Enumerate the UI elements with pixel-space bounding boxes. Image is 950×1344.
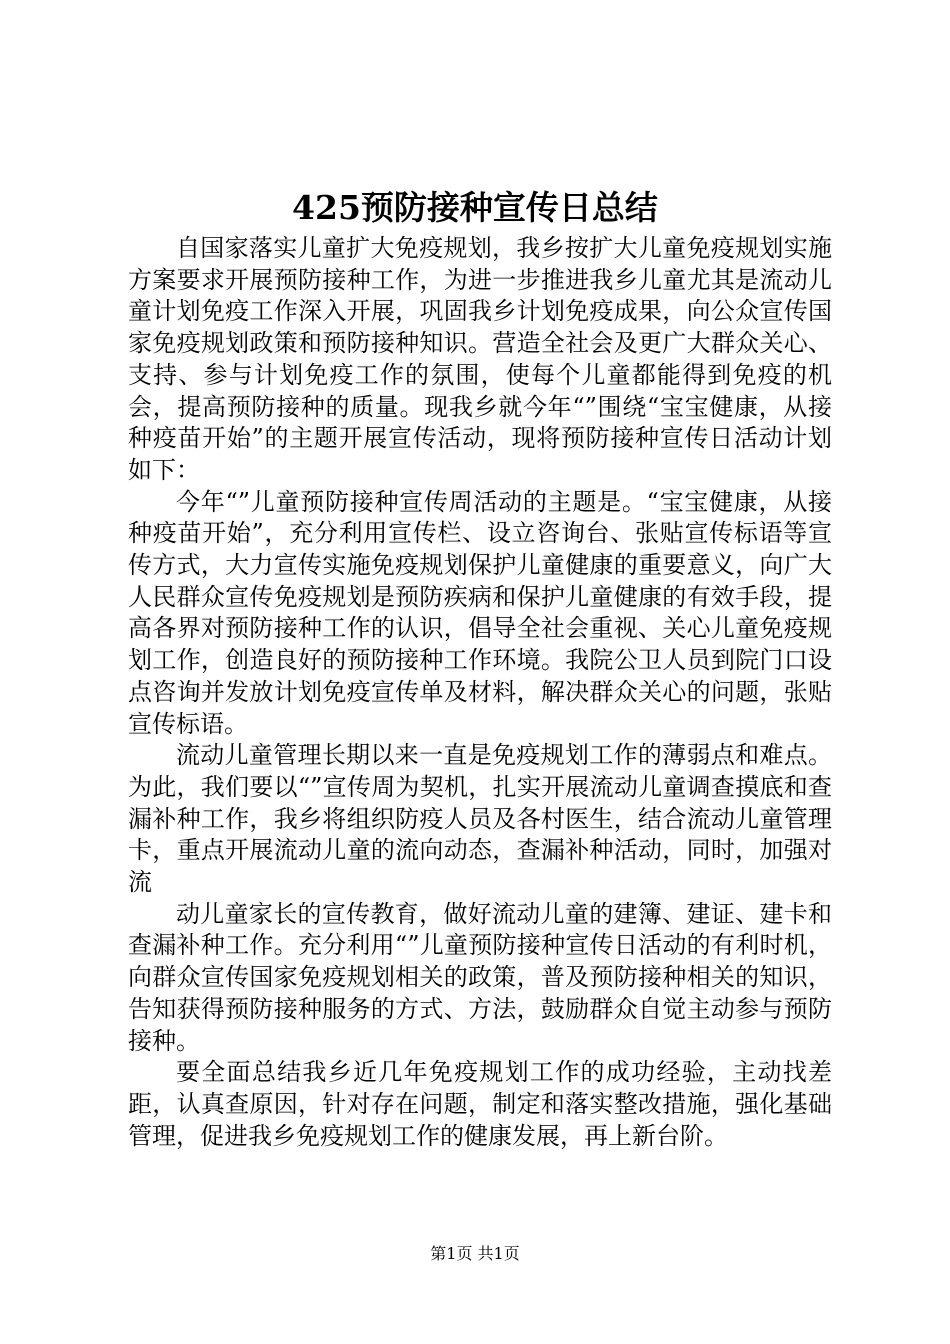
paragraph-2: 今年“”儿童预防接种宣传周活动的主题是。“宝宝健康，从接种疫苗开始”，充分利用宣传栏、设立咨询台、张贴宣传标语等宣传方式，大力宣传实施免疫规划保护儿童健康的重要意义，向广大人民群众宣传免疫规划是预防疾病和保护儿童健康的有效手段，提高各界对预防接种工作的认识，倡导全社会重视、关心儿童免疫规划工作，创造良好的预防接种工作环境。我院公卫人员到院门口设点咨询并发放计划免疫宣传单及材料，解决群众关心的问题，张贴宣传标语。 xyxy=(128,487,832,738)
paragraph-1: 自国家落实儿童扩大免疫规划，我乡按扩大儿童免疫规划实施方案要求开展预防接种工作，为进一步推进我乡儿童尤其是流动儿童计划免疫工作深入开展，巩固我乡计划免疫成果，向公众宣传国家免疫规划政策和预防接种知识。营造全社会及更广大群众关心、支持、参与计划免疫工作的氛围，使每个儿童都能得到免疫的机会，提高预防接种的质量。现我乡就今年“”围绕“宝宝健康，从接种疫苗开始”的主题开展宣传活动，现将预防接种宣传日活动计划如下： xyxy=(128,234,832,484)
paragraph-4: 动儿童家长的宣传教育，做好流动儿童的建簿、建证、建卡和查漏补种工作。充分利用“”儿童预防接种宣传日活动的有利时机，向群众宣传国家免疫规划相关的政策，普及预防接种相关的知识，告知获得预防接种服务的方式、方法，鼓励群众自觉主动参与预防接种。 xyxy=(128,899,832,1055)
paragraph-5: 要全面总结我乡近几年免疫规划工作的成功经验，主动找差距，认真查原因，针对存在问题，制定和落实整改措施，强化基础管理，促进我乡免疫规划工作的健康发展，再上新台阶。 xyxy=(128,1058,832,1150)
document-title: 425预防接种宣传日总结 xyxy=(292,188,658,227)
document-body xyxy=(128,233,832,1152)
page-footer: 第1页 共1页 xyxy=(430,1244,520,1263)
paragraph-3: 流动儿童管理长期以来一直是免疫规划工作的薄弱点和难点。为此，我们要以“”宣传周为契机，扎实开展流动儿童调查摸底和查漏补种工作，我乡将组织防疫人员及各村医生，结合流动儿童管理卡，重点开展流动儿童的流向动态，查漏补种活动，同时，加强对流 xyxy=(128,741,832,897)
